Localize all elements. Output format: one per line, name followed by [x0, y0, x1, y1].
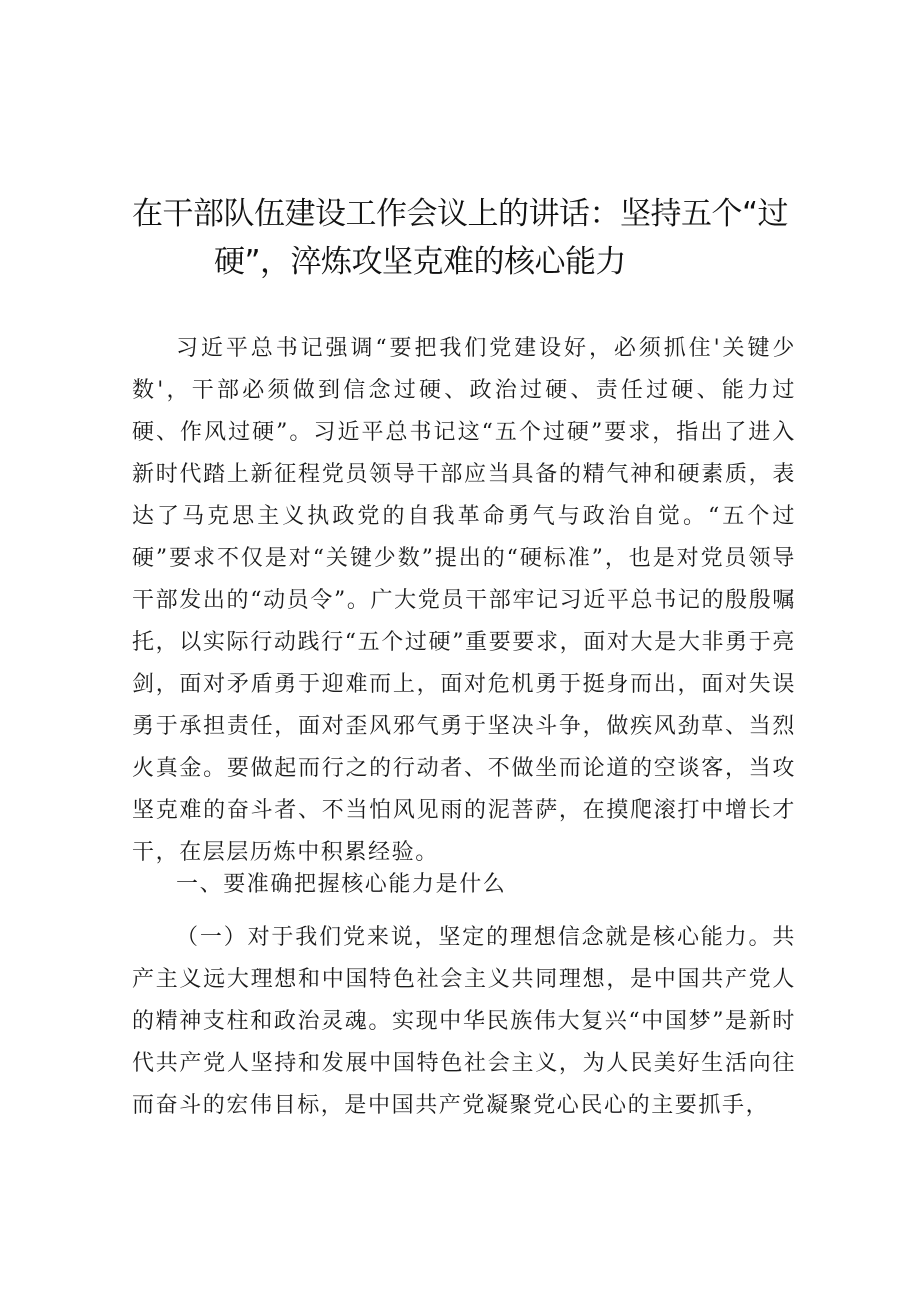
document-title	[132, 190, 792, 286]
document-title-line-1: 在干部队伍建设工作会议上的讲话：坚持五个“过	[132, 196, 789, 232]
section-1-paragraph-1: （一）对于我们党来说，坚定的理想信念就是核心能力。共产主义远大理想和中国特色社会主义共同理想，是中国共产党人的精神支柱和政治灵魂。实现中华民族伟大复兴“中国梦”是新时代共产党人坚持和发展中国特色社会主义，为人民美好生活向往而奋斗的宏伟目标，是中国共产党凝聚党心民心的主要抓手，	[132, 925, 796, 1118]
intro-paragraph: 习近平总书记强调“要把我们党建设好，必须抓住'关键少数'，干部必须做到信念过硬、政治过硬、责任过硬、能力过硬、作风过硬”。习近平总书记这“五个过硬”要求，指出了进入新时代踏上新征程党员领导干部应当具备的精气神和硬素质，表达了马克思主义执政党的自我革命勇气与政治自觉。“五个过硬”要求不仅是对“关键少数”提出的“硬标准”，也是对党员领导干部发出的“动员令”。广大党员干部牢记习近平总书记的殷殷嘱托，以实际行动践行“五个过硬”重要要求，面对大是大非勇于亮剑，面对矛盾勇于迎难而上，面对危机勇于挺身而出，面对失误勇于承担责任，面对歪风邪气勇于坚决斗争，做疾风劲草、当烈火真金。要做起而行之的行动者、不做坐而论道的空谈客，当攻坚克难的奋斗者、不当怕风见雨的泥菩萨，在摸爬滚打中增长才干，在层层历炼中积累经验。	[132, 336, 796, 865]
section-heading-1: 一、要准确把握核心能力是什么	[176, 872, 507, 897]
document-title-line-2: 硬”，淬炼攻坚克难的核心能力	[214, 244, 627, 280]
